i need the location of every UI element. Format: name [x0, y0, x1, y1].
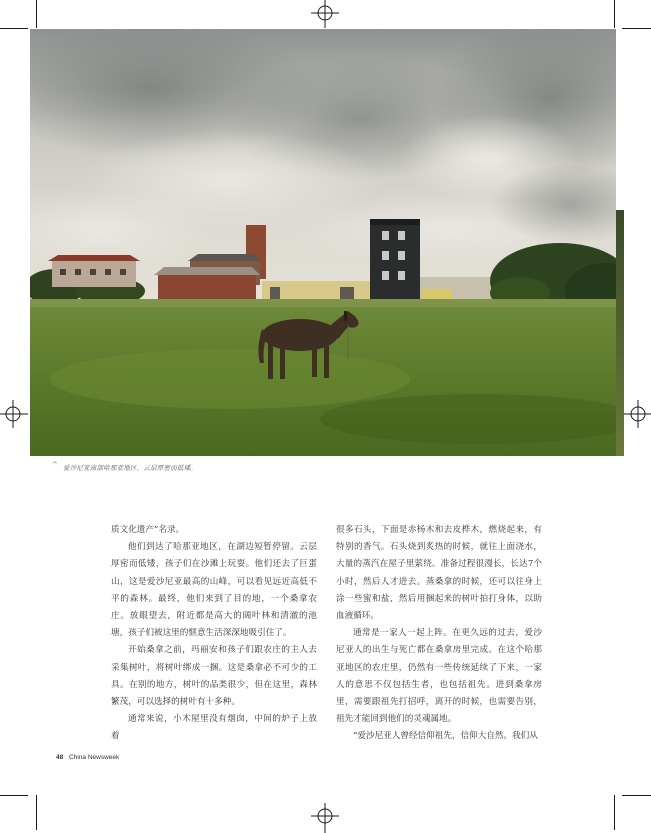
crop-mark	[614, 0, 615, 28]
paragraph: 很多石头，下面是赤杨木和去皮桦木，燃烧起来，有特别的香气。石头烧到炙热的时候，就往上面浇水，大量的蒸汽在屋子里萦绕。准备过程很漫长，长达7个小时，然后人才进去。蒸桑拿的时候，还可以往身上涂一些蜜和盐，然后用捆起来的树叶拍打身体，以助血液循环。	[336, 525, 542, 622]
registration-mark-icon	[308, 799, 342, 833]
paragraph: “爱沙尼亚人曾经信仰祖先，信仰大自然。我们从	[353, 731, 538, 742]
crop-mark	[0, 795, 28, 796]
crop-mark	[0, 28, 28, 29]
paragraph: 通常是一家人一起上阵。在更久远的过去，爱沙尼亚人的出生与死亡都在桑拿房里完成。在这个哈那亚地区的农庄里，仍然有一些传统延续了下来，一家人的意思不仅包括生者，也包括祖先。进到桑拿房里，需要跟祖先打招呼，离开的时候，也需要告别，祖先才能回到他们的灵魂属地。	[336, 628, 542, 725]
caption-arrow-icon: ^	[52, 461, 58, 469]
page-number: 48	[56, 754, 64, 761]
paragraph: 开始桑拿之前，玛丽安和孩子们跟农庄的主人去采集树叶，将树叶绑成一捆。这是桑拿必不可少的工具。在别的地方，树叶的品类很少，但在这里，森林繁茂，可以选择的树叶有十多种。	[111, 645, 317, 708]
crop-mark	[614, 795, 615, 830]
paragraph: 通常来说，小木屋里没有烟囱，中间的炉子上放着	[111, 714, 317, 742]
crop-mark	[36, 0, 37, 28]
adjacent-page-photo-edge	[616, 210, 624, 456]
registration-mark-icon	[0, 397, 34, 431]
magazine-name: China Newsweek	[69, 754, 120, 761]
crop-mark	[36, 795, 37, 830]
article-column-left	[111, 522, 317, 746]
page-folio	[56, 754, 119, 761]
horse-in-field-photo	[30, 29, 616, 456]
paragraph: 他们到达了哈那亚地区，在湖边短暂停留。云层厚密而低矮，孩子们在沙滩上玩耍。他们还去了巨蛋山，这是爱沙尼亚最高的山峰，可以看见远近高低不平的森林。最终，他们来到了目的地，一个桑拿农庄。放眼望去，附近都是高大的阔叶林和清澈的池塘，孩子们被这里的惬意生活深深地吸引住了。	[111, 542, 317, 639]
photo-caption: 爱沙尼亚南部哈那亚地区，云层厚密而低矮。	[63, 464, 197, 472]
article-column-right	[336, 522, 542, 746]
crop-mark	[622, 795, 651, 796]
paragraph: 质文化遗产”名录。	[111, 525, 185, 535]
crop-mark	[622, 28, 651, 29]
